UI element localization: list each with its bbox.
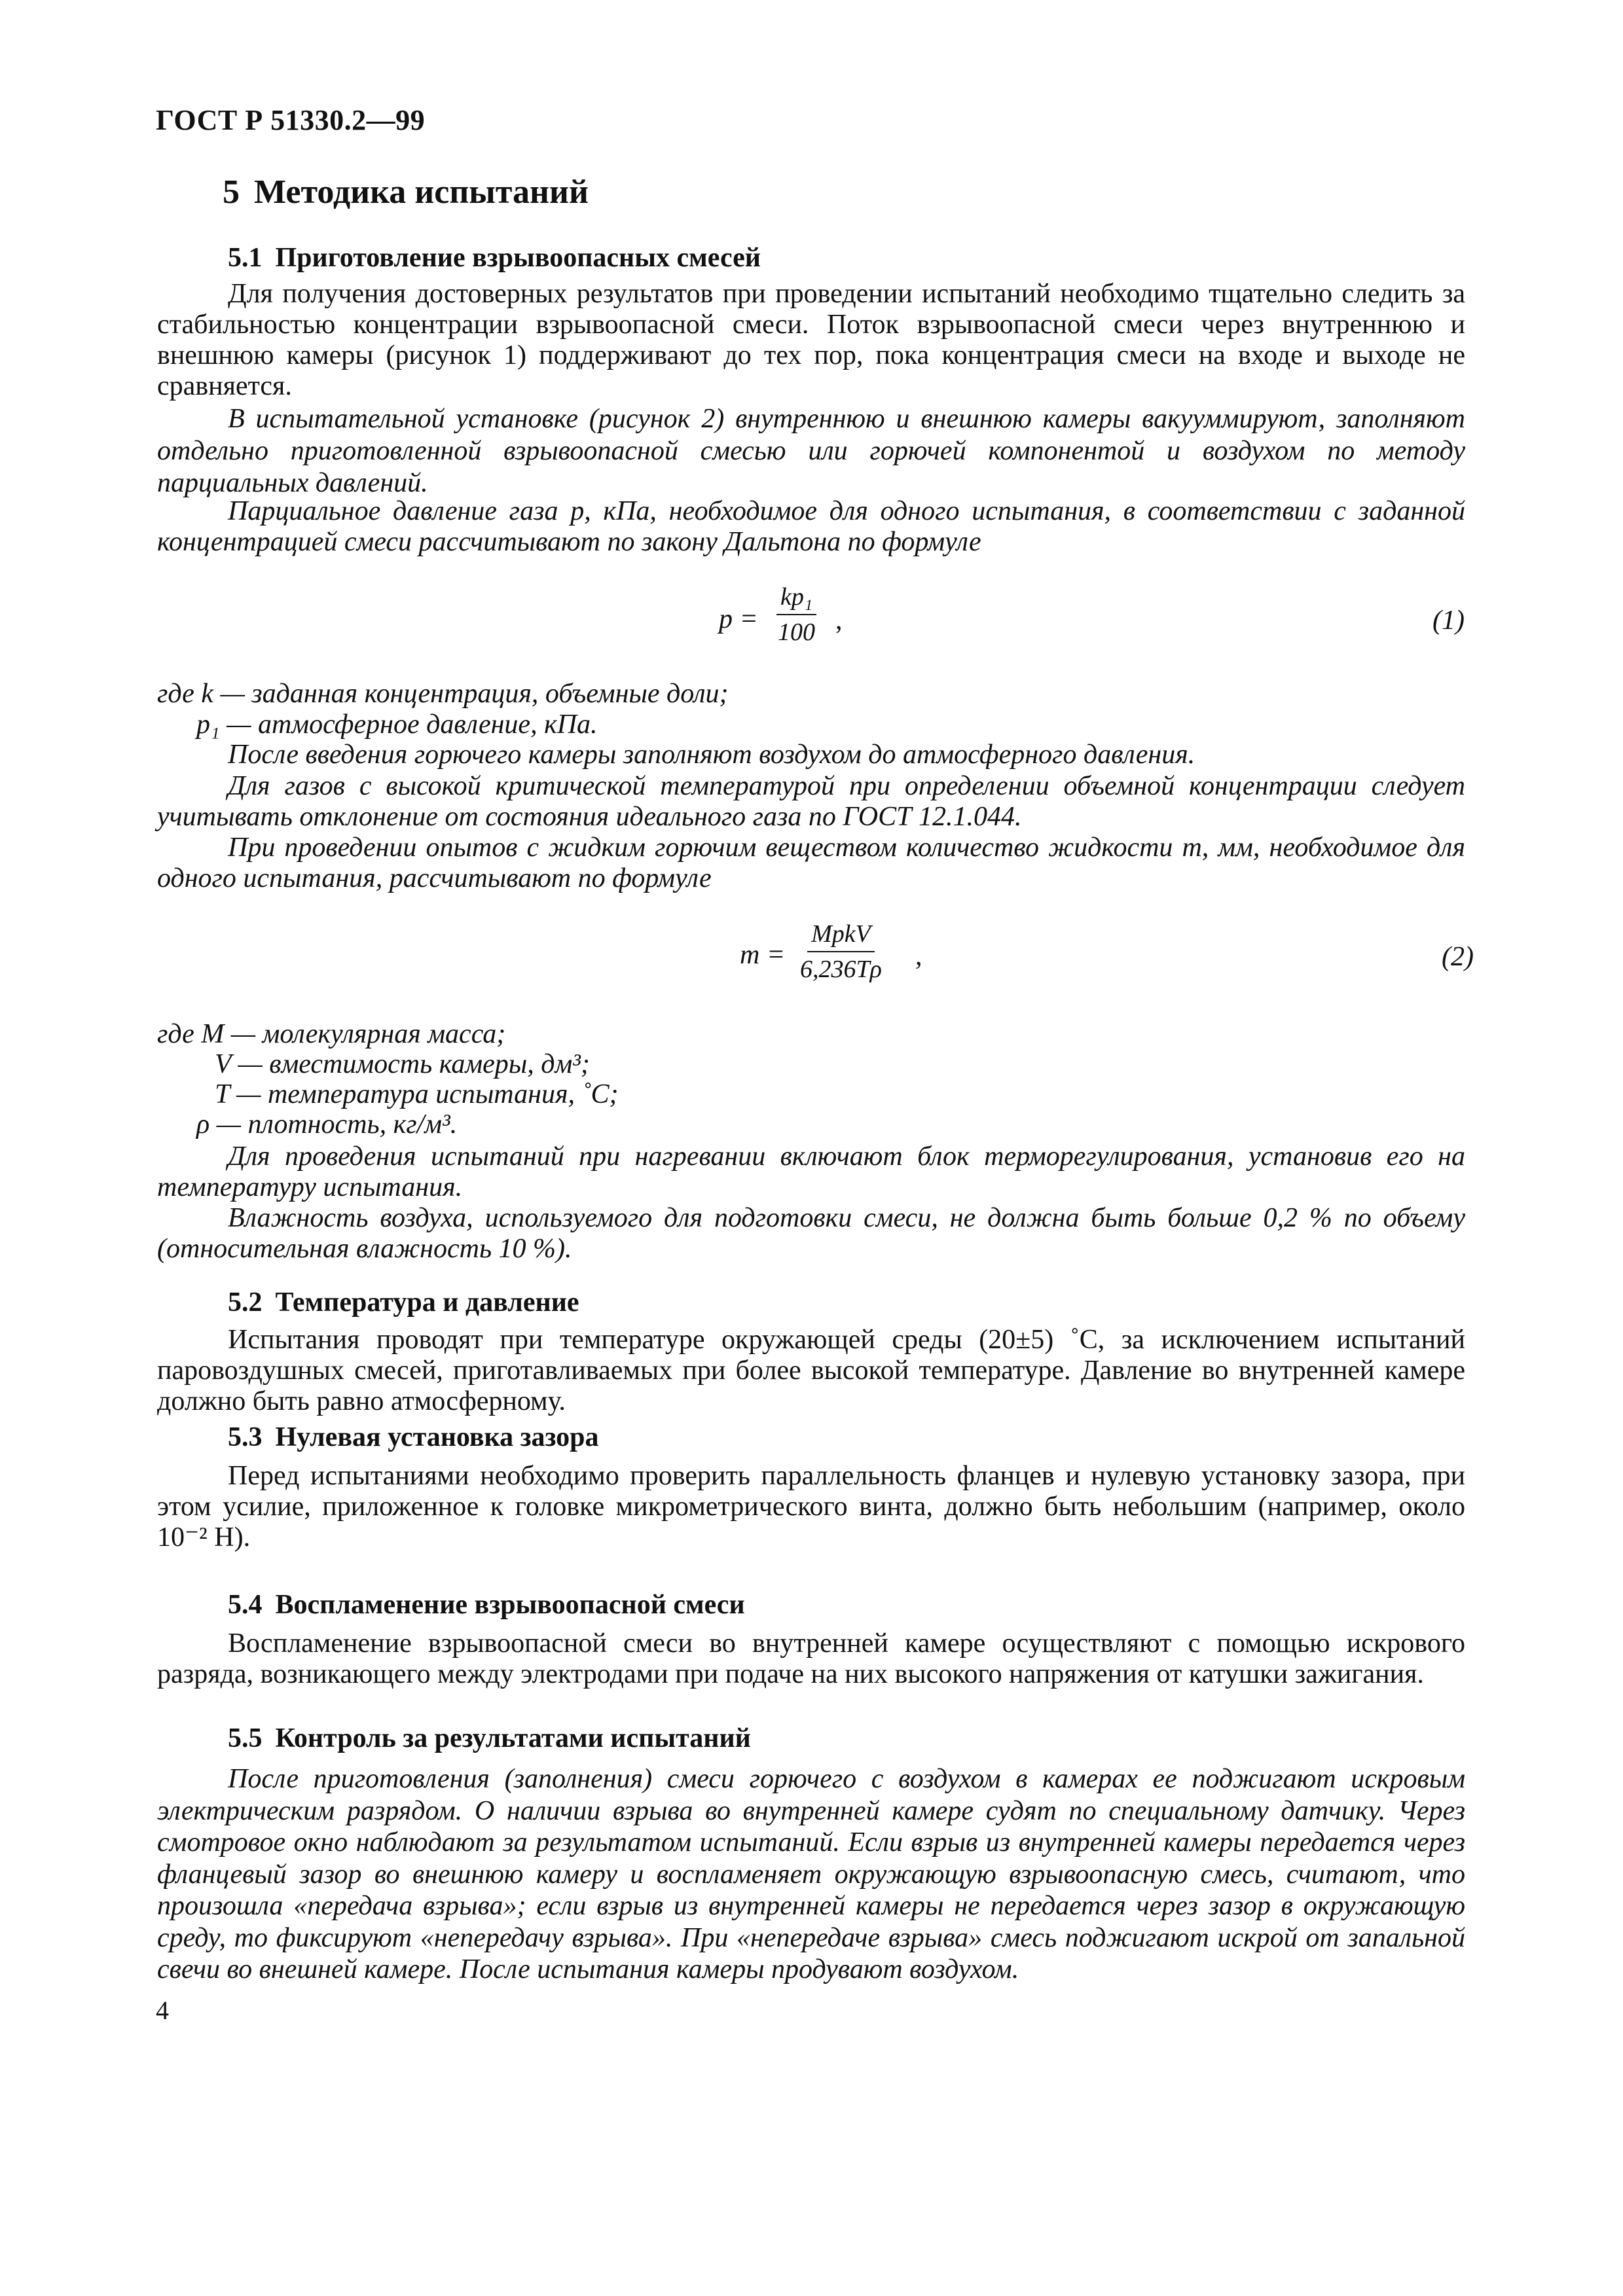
subsection-heading-5-4 — [228, 1589, 745, 1621]
paragraph: В испытательной установке (рисунок 2) внутреннюю и внешнюю камеры вакууммируют, заполняют отдельно приготовленной взрывоопасной смесью или горючей компонентой и воздухом по методу парциальных давлений. — [157, 404, 1465, 498]
formula-numerator: MpkV — [807, 920, 875, 952]
formula-1: p = $\frac{\text{kp₁}}{100}$ , — [719, 583, 843, 646]
paragraph: Испытания проводят при температуре окружающей среды (20±5) ˚C, за исключением испытаний паровоздушных смесей, приготавливаемых при более высокой температуре. Давление во внутренней камере должно быть равно атмосферному. — [157, 1325, 1465, 1416]
subsection-number: 5.5 — [228, 1723, 263, 1753]
paragraph: Для газов с высокой критической температурой при определении объемной концентрации следует учитывать отклонение от состояния идеального газа по ГОСТ 12.1.044. — [157, 771, 1465, 832]
paragraph: Для получения достоверных результатов при проведении испытаний необходимо тщательно следить за стабильностью концентрации взрывоопасной смеси. Поток взрывоопасной смеси через внутреннюю и внешнюю камеры (рисунок 1) поддерживают до тех пор, пока концентрация смеси на входе и выходе не сравняется. — [157, 279, 1465, 401]
subsection-number: 5.2 — [228, 1287, 263, 1318]
subsection-title: Температура и давление — [275, 1287, 579, 1318]
section-number: 5 — [223, 173, 240, 211]
subsection-heading-5-2 — [228, 1287, 579, 1318]
subsection-title: Воспламенение взрывоопасной смеси — [275, 1590, 745, 1620]
where-prefix: где — [157, 679, 202, 709]
where-line — [215, 1079, 618, 1110]
subsection-title: Нулевая установка зазора — [275, 1422, 599, 1452]
where-text: k — заданная концентрация, объемные доли; — [201, 679, 729, 709]
paragraph: Парциальное давление газа p, кПа, необходимое для одного испытания, в соответствии с заданной концентрацией смеси рассчитывают по закону Дальтона по формуле — [157, 496, 1465, 557]
subsection-number: 5.4 — [228, 1590, 263, 1620]
formula-number-2: (2) — [1442, 942, 1474, 972]
page-number: 4 — [156, 1996, 169, 2025]
subsection-heading-5-3 — [228, 1422, 599, 1453]
subsection-heading-5-1 — [228, 242, 761, 274]
where-text: V — вместимость камеры, дм³; — [215, 1049, 590, 1079]
where-text: M — молекулярная масса; — [201, 1019, 506, 1049]
paragraph: После введения горючего камеры заполняют воздухом до атмосферного давления. — [228, 740, 1195, 770]
paragraph: При проведении опытов с жидким горючим веществом количество жидкости m, мм, необходимое для одного испытания, рассчитывают по формуле — [157, 833, 1465, 893]
where-line — [215, 1049, 590, 1080]
subsection-title: Контроль за результатами испытаний — [275, 1723, 751, 1753]
paragraph: Влажность воздуха, используемого для подготовки смеси, не должна быть больше 0,2 % по объему (относительная влажность 10 %). — [157, 1203, 1465, 1264]
where-prefix: где — [157, 1019, 202, 1049]
where-text: ρ — плотность, кг/м³. — [196, 1109, 458, 1139]
where-text: T — температура испытания, ˚C; — [215, 1079, 619, 1109]
subsection-heading-5-5 — [228, 1723, 751, 1754]
where-line — [196, 709, 598, 740]
where-line — [157, 1018, 505, 1050]
formula-lhs: m = — [740, 940, 786, 970]
formula-fraction — [800, 920, 882, 984]
formula-2: m = MpkV 6,236Tρ , — [740, 920, 922, 983]
subsection-number: 5.3 — [228, 1422, 263, 1452]
subsection-number: 5.1 — [228, 243, 263, 273]
formula-number-1: (1) — [1432, 605, 1465, 636]
paragraph: Для проведения испытаний при нагревании включают блок терморегулирования, установив его на температуру испытания. — [157, 1141, 1465, 1202]
paragraph: Воспламенение взрывоопасной смеси во внутренней камере осуществляют с помощью искрового разряда, возникающего между электродами при подаче на них высокого напряжения от катушки зажигания. — [157, 1628, 1465, 1689]
formula-lhs: p = — [719, 604, 758, 634]
paragraph: После приготовления (заполнения) смеси горючего с воздухом в камерах ее поджигают искровым электрическим разрядом. О наличии взрыва во внутренней камере судят по специальному датчику. Через смотровое окно наблюдают за результатом испытаний. Если взрыв из внутренней камеры передается через фланцевый зазор во внешнюю камеру и воспламеняет окружающую взрывоопасную смесь, считают, что произошла «передача взрыва»; если взрыв из внутренней камеры не передается через зазор в окружающую среду, то фиксируют «непередачу взрыва». При «непередаче взрыва» смесь поджигают искрой от запальной свечи во внешней камере. После испытания камеры продувают воздухом. — [157, 1764, 1465, 1984]
formula-denominator: 6,236Tρ — [800, 956, 882, 983]
paragraph: Перед испытаниями необходимо проверить параллельность фланцев и нулевую установку зазора, при этом усилие, приложенное к головке микрометрического винта, должно быть небольшим (например, около 10⁻² Н). — [157, 1461, 1465, 1552]
document-header: ГОСТ Р 51330.2—99 — [156, 104, 426, 136]
where-text: p₁ — атмосферное давление, кПа. — [196, 709, 598, 740]
section-title: Методика испытаний — [254, 173, 589, 211]
where-line — [157, 678, 729, 709]
formula-numerator: kp₁ — [776, 583, 816, 615]
formula-denominator: 100 — [778, 619, 816, 646]
section-heading — [223, 173, 589, 211]
subsection-title: Приготовление взрывоопасных смесей — [275, 243, 761, 273]
formula-fraction — [776, 583, 816, 647]
where-line — [196, 1109, 457, 1140]
